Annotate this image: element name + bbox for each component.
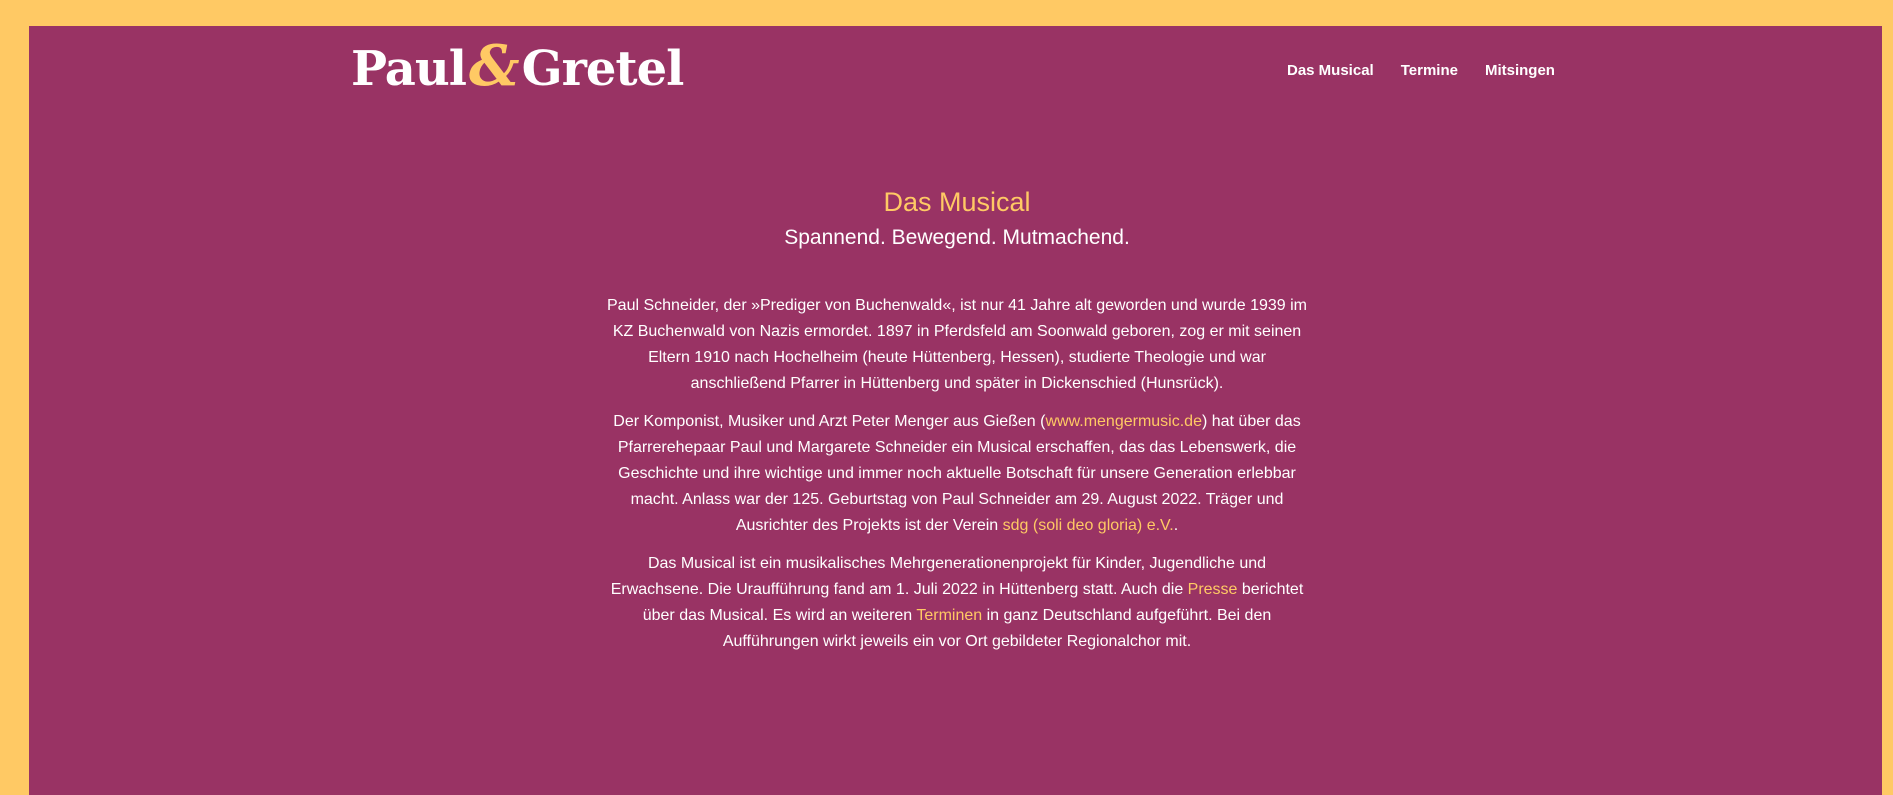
page-frame bbox=[29, 26, 1882, 795]
intro-text bbox=[607, 293, 1307, 655]
text-segment: . bbox=[1173, 517, 1179, 534]
link-mengermusic[interactable]: www.mengermusic.de bbox=[1045, 413, 1202, 430]
main-content bbox=[607, 184, 1307, 667]
text-segment: berichtet über das Musical. Es wird an weiteren bbox=[642, 581, 1304, 624]
link-presse[interactable]: Presse bbox=[1187, 581, 1238, 598]
main-nav bbox=[1287, 62, 1555, 79]
page-title: Das Musical bbox=[883, 187, 1031, 217]
logo-text-paul: Paul bbox=[351, 41, 467, 97]
nav-item-mitsingen[interactable]: Mitsingen bbox=[1484, 62, 1555, 79]
paragraph-project bbox=[607, 551, 1307, 655]
text-segment: Das Musical ist ein musikalisches Mehrgenerationenprojekt für Kinder, Jugendliche und Erwachsene. Die Uraufführung fand am 1. Juli 2022 in Hüttenberg statt. Auch die bbox=[610, 555, 1267, 598]
paragraph-composer bbox=[607, 409, 1307, 539]
nav-item-das-musical[interactable]: Das Musical bbox=[1287, 62, 1374, 79]
logo-ampersand: & bbox=[469, 33, 519, 99]
text-segment: in ganz Deutschland aufgeführt. Bei den Aufführungen wirkt jeweils ein vor Ort gebildeter Regionalchor mit. bbox=[722, 607, 1272, 650]
link-sdg-verein[interactable]: sdg (soli deo gloria) e.V. bbox=[1002, 517, 1174, 534]
nav-item-termine[interactable]: Termine bbox=[1400, 62, 1458, 79]
text-segment: Der Komponist, Musiker und Arzt Peter Menger aus Gießen ( bbox=[613, 413, 1046, 430]
paragraph-biography: Paul Schneider, der »Prediger von Buchenwald«, ist nur 41 Jahre alt geworden und wurde 1939 im KZ Buchenwald von Nazis ermordet. 1897 in Pferdsfeld am Soonwald geboren, zog er mit seinen Eltern 1910 nach Hochelheim (heute Hüttenberg, Hessen), studierte Theologie und war anschließend Pfarrer in Hüttenberg und später in Dickenschied (Hunsrück). bbox=[607, 297, 1307, 392]
text-segment: ) hat über das Pfarrerehepaar Paul und Margarete Schneider ein Musical erschaffen, das das Lebenswerk, die Geschichte und ihre wichtige und immer noch aktuelle Botschaft für unsere Generation erlebbar macht. Anlass war der 125. Geburtstag von Paul Schneider am 29. August 2022. Träger und Ausrichter des Projekts ist der Verein bbox=[617, 413, 1301, 534]
site-logo[interactable] bbox=[351, 33, 684, 99]
page-subtitle: Spannend. Bewegend. Mutmachend. bbox=[784, 226, 1130, 249]
logo-text-gretel: Gretel bbox=[521, 41, 684, 97]
link-terminen[interactable]: Terminen bbox=[916, 607, 983, 624]
